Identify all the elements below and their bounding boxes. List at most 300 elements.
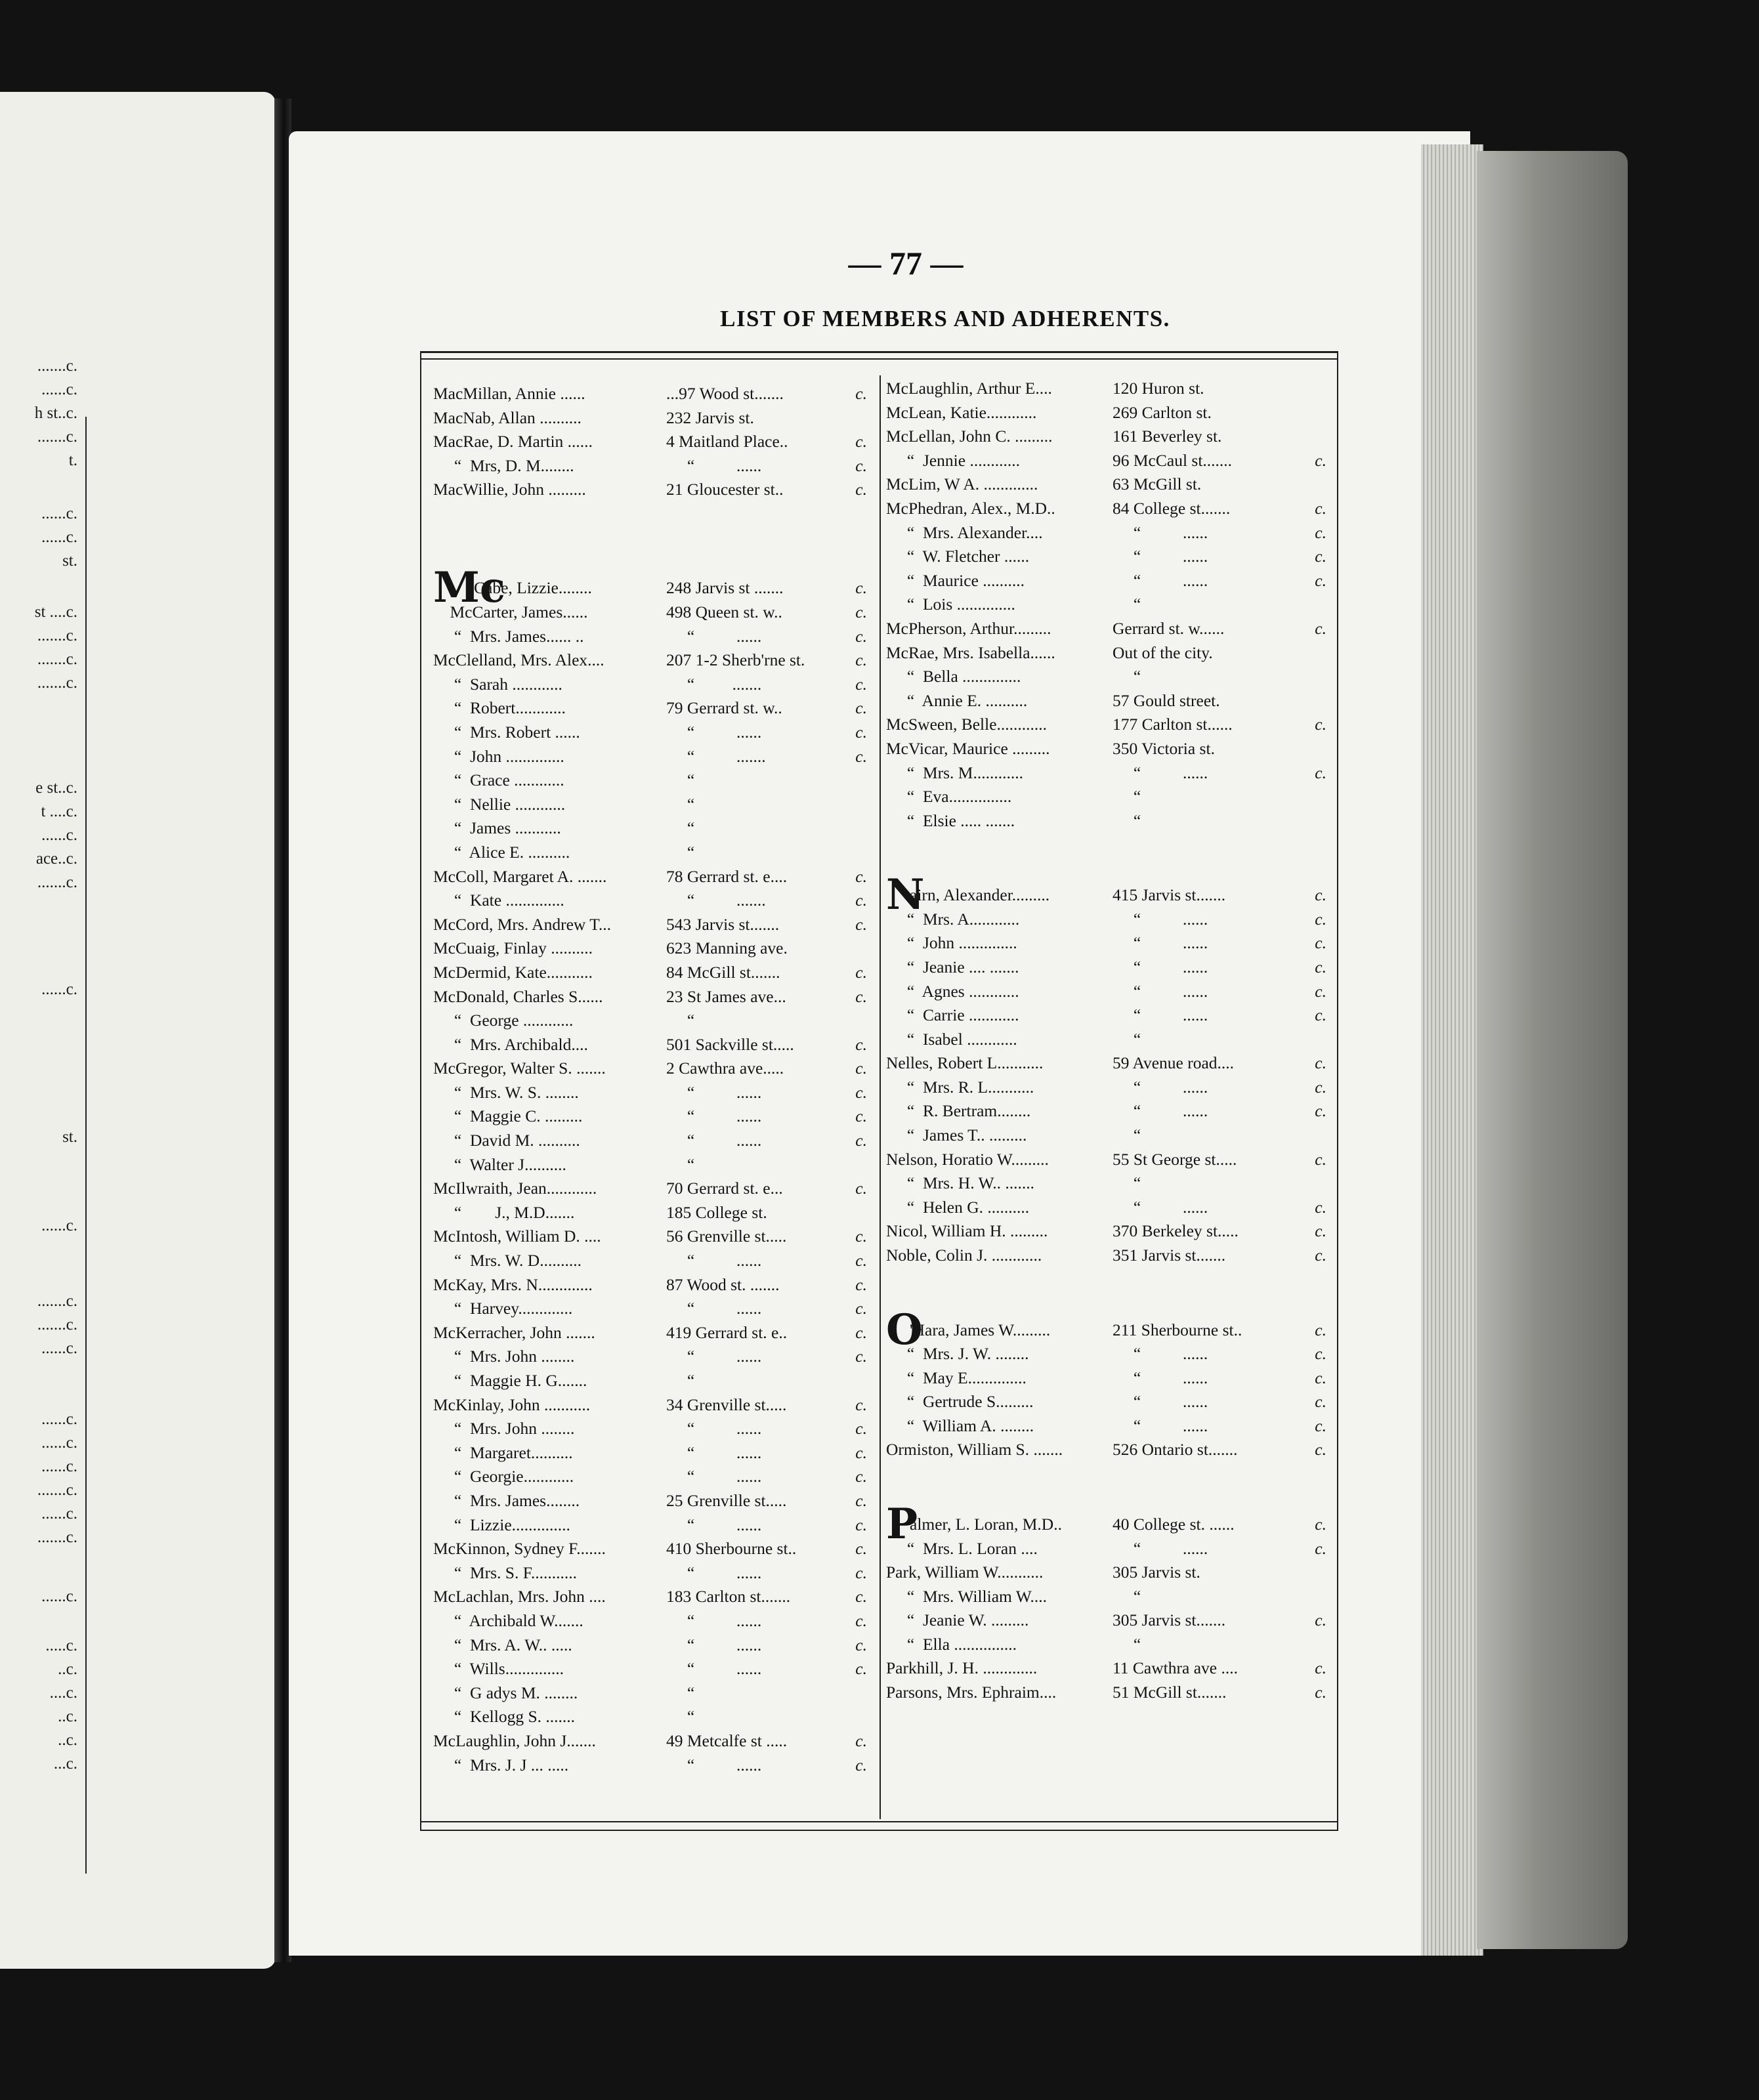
- member-address: “: [666, 1011, 695, 1030]
- member-entry: [886, 1219, 1329, 1244]
- member-name: MacMillan, Annie ......: [433, 384, 589, 403]
- member-name: “ Lois ..............: [886, 595, 1015, 614]
- member-address: 623 Manning ave.: [666, 938, 788, 958]
- member-entry: [886, 1003, 1329, 1028]
- communicant-mark: c.: [855, 1442, 867, 1462]
- communicant-mark: c.: [855, 1131, 867, 1150]
- member-name: Parsons, Mrs. Ephraim....: [886, 1683, 1057, 1702]
- member-address: 410 Sherbourne st..: [666, 1539, 797, 1559]
- member-entry: [433, 673, 870, 697]
- member-address: “: [1113, 787, 1141, 807]
- communicant-mark: c.: [1315, 909, 1326, 929]
- member-name: “ Maurice ..........: [886, 570, 1025, 590]
- member-name: Parkhill, J. H. .............: [886, 1658, 1038, 1678]
- member-entry: [886, 980, 1329, 1004]
- member-address: 34 Grenville st.....: [666, 1395, 787, 1414]
- communicant-mark: c.: [855, 866, 867, 886]
- member-address: 350 Victoria st.: [1113, 738, 1215, 758]
- communicant-mark: c.: [1315, 981, 1326, 1001]
- left-page-fragment: ...c.: [53, 1755, 77, 1773]
- member-name: “ Mrs. Robert ......: [433, 722, 580, 742]
- member-name: “ Lizzie..............: [433, 1515, 570, 1534]
- member-entry: [433, 913, 870, 937]
- member-name: “ Jeanie W. .........: [886, 1610, 1029, 1630]
- member-name: McLachlan, Mrs. John ....: [433, 1587, 606, 1606]
- member-entry: [433, 1417, 870, 1441]
- communicant-mark: c.: [855, 1731, 867, 1750]
- section-initial: N: [886, 870, 925, 920]
- left-page-fragment: ..c.: [58, 1731, 77, 1749]
- member-address: “ ......: [1113, 763, 1208, 782]
- page-edges: [1421, 144, 1483, 1956]
- left-page-fragment: .......c.: [37, 650, 77, 668]
- left-page-fragment: ......c.: [41, 1587, 77, 1605]
- member-name: McLim, W A. .............: [886, 474, 1038, 494]
- member-name: McCord, Mrs. Andrew T...: [433, 914, 612, 934]
- member-entry: [886, 617, 1329, 641]
- member-name: “ May E..............: [886, 1368, 1027, 1387]
- member-entry: [433, 1609, 870, 1633]
- member-entry: [433, 1441, 870, 1465]
- member-address: 232 Jarvis st.: [666, 408, 754, 427]
- member-name: 'Hara, James W.........: [910, 1320, 1051, 1339]
- member-entry: [433, 985, 870, 1009]
- communicant-mark: c.: [1315, 1149, 1326, 1169]
- member-entry: [433, 1657, 870, 1681]
- member-entry: [886, 1390, 1329, 1414]
- left-page-fragment: .......c.: [37, 428, 77, 446]
- member-entry: [886, 665, 1329, 689]
- member-name: “ Mrs. A............: [886, 909, 1020, 929]
- member-name: Park, William W...........: [886, 1563, 1044, 1582]
- member-address: “ ......: [666, 455, 762, 475]
- communicant-mark: c.: [1315, 1610, 1326, 1630]
- member-entry: [886, 401, 1329, 425]
- member-address: “: [666, 818, 695, 838]
- page-number: — 77 —: [848, 245, 964, 282]
- member-entry: [886, 1438, 1329, 1462]
- left-page-fragment: .......c.: [37, 357, 77, 375]
- communicant-mark: c.: [1315, 1683, 1326, 1702]
- member-name: “ Maggie C. .........: [433, 1106, 583, 1126]
- left-page-fragment: ......c.: [41, 1410, 77, 1428]
- member-entry: [433, 1465, 870, 1489]
- member-entry: [433, 793, 870, 817]
- member-name: McPhedran, Alex., M.D..: [886, 498, 1055, 518]
- left-page-fragment: ..c.: [58, 1708, 77, 1725]
- communicant-mark: c.: [1315, 885, 1326, 905]
- member-address: 63 McGill st.: [1113, 474, 1202, 494]
- member-entry: [886, 497, 1329, 521]
- communicant-mark: c.: [1315, 1077, 1326, 1097]
- left-page-fragment: .......c.: [37, 873, 77, 891]
- member-address: 11 Cawthra ave ....: [1113, 1658, 1238, 1678]
- member-entry: [433, 1177, 870, 1201]
- member-address: “ ......: [1113, 1416, 1208, 1435]
- communicant-mark: c.: [1315, 450, 1326, 470]
- member-address: “: [666, 770, 695, 790]
- member-address: “: [666, 842, 695, 862]
- member-address: Gerrard st. w......: [1113, 618, 1225, 638]
- member-entry: [433, 1489, 870, 1513]
- left-page-fragment: ......c.: [41, 1217, 77, 1234]
- member-address: “ ......: [666, 1755, 762, 1774]
- member-entry: [433, 406, 870, 430]
- left-page-fragment: ..c.: [58, 1660, 77, 1678]
- member-name: “ Mrs. Alexander....: [886, 522, 1043, 542]
- member-address: “ ......: [1113, 522, 1208, 542]
- member-address: 23 St James ave...: [666, 986, 786, 1006]
- member-name: “ Georgie............: [433, 1467, 574, 1486]
- member-address: “ ......: [666, 1635, 762, 1654]
- member-name: “ Mrs. W. S. ........: [433, 1082, 579, 1102]
- left-page-fragment: ......c.: [41, 505, 77, 522]
- member-entry: [886, 908, 1329, 932]
- member-name: “ Nellie ............: [433, 794, 566, 814]
- member-entry: [433, 889, 870, 913]
- member-name: “ John ..............: [433, 746, 564, 766]
- member-address: “ .......: [666, 891, 766, 910]
- member-name: “ James ...........: [433, 818, 561, 838]
- member-address: “: [1113, 667, 1141, 686]
- communicant-mark: c.: [855, 1274, 867, 1294]
- left-page-fragment: .....c.: [45, 1637, 77, 1654]
- communicant-mark: c.: [1315, 957, 1326, 976]
- communicant-mark: c.: [855, 1419, 867, 1438]
- member-entry: [433, 1561, 870, 1586]
- member-address: 269 Carlton st.: [1113, 402, 1212, 422]
- communicant-mark: c.: [855, 1227, 867, 1246]
- member-name: McGregor, Walter S. .......: [433, 1059, 606, 1078]
- member-entry: [433, 1129, 870, 1153]
- member-name: McLellan, John C. .........: [886, 427, 1053, 446]
- member-name: McClelland, Mrs. Alex....: [433, 650, 604, 670]
- member-entry: [433, 625, 870, 649]
- left-page-fragment: h st..c.: [34, 404, 77, 422]
- member-name: Nelles, Robert L...........: [886, 1053, 1044, 1073]
- member-name: McKinlay, John ...........: [433, 1395, 591, 1414]
- communicant-mark: c.: [855, 1034, 867, 1054]
- member-address: 177 Carlton st......: [1113, 715, 1233, 734]
- communicant-mark: c.: [855, 1082, 867, 1102]
- communicant-mark: c.: [855, 1322, 867, 1342]
- communicant-mark: c.: [855, 1347, 867, 1366]
- column-divider: [880, 375, 881, 1819]
- member-entry: [433, 1057, 870, 1081]
- member-name: Noble, Colin J. ............: [886, 1246, 1042, 1265]
- member-address: “: [666, 1683, 695, 1702]
- member-name: “ Mrs. J. J ... .....: [433, 1755, 569, 1774]
- member-address: “ .......: [666, 674, 762, 694]
- member-name: McCuaig, Finlay ..........: [433, 938, 593, 958]
- member-entry: [886, 1633, 1329, 1657]
- communicant-mark: c.: [1315, 1320, 1326, 1339]
- communicant-mark: c.: [1315, 1658, 1326, 1678]
- communicant-mark: c.: [1315, 1053, 1326, 1073]
- communicant-mark: c.: [855, 1395, 867, 1414]
- left-page-fragment: ......c.: [41, 381, 77, 398]
- member-entry: [433, 1273, 870, 1297]
- left-page-fragment: ace..c.: [35, 850, 77, 868]
- left-page-fragment: ....c.: [49, 1684, 77, 1702]
- communicant-mark: c.: [855, 962, 867, 982]
- member-entry: [886, 1148, 1329, 1172]
- member-entry: [886, 1196, 1329, 1220]
- member-entry: [886, 689, 1329, 713]
- member-name: McLaughlin, John J.......: [433, 1731, 596, 1750]
- member-address: 70 Gerrard st. e...: [666, 1179, 783, 1198]
- member-name: “ John ..............: [886, 933, 1017, 953]
- member-name: McKinnon, Sydney F.......: [433, 1539, 606, 1559]
- member-entry: [886, 1656, 1329, 1681]
- member-entry: [886, 1414, 1329, 1438]
- member-name: airn, Alexander.........: [910, 885, 1050, 905]
- member-entry: [433, 768, 870, 793]
- member-name: Nicol, William H. .........: [886, 1221, 1048, 1241]
- communicant-mark: c.: [855, 626, 867, 646]
- communicant-mark: c.: [855, 1659, 867, 1679]
- member-address: 211 Sherbourne st..: [1113, 1320, 1242, 1339]
- member-address: “ ......: [666, 722, 762, 742]
- communicant-mark: c.: [1315, 1246, 1326, 1265]
- member-name: “ Annie E. ..........: [886, 690, 1028, 710]
- member-name: McCarter, James......: [433, 602, 588, 622]
- member-name: “ Harvey.............: [433, 1299, 573, 1318]
- communicant-mark: c.: [855, 1059, 867, 1078]
- left-page-fragment: st ....c.: [34, 603, 77, 621]
- member-address: 78 Gerrard st. e....: [666, 866, 788, 886]
- member-address: “ ......: [1113, 957, 1208, 976]
- member-address: 419 Gerrard st. e..: [666, 1322, 788, 1342]
- member-entry: [886, 1124, 1329, 1148]
- communicant-mark: c.: [855, 1539, 867, 1559]
- member-name: McRae, Mrs. Isabella......: [886, 642, 1055, 662]
- member-address: 40 College st. ......: [1113, 1514, 1235, 1534]
- member-address: “ ......: [1113, 1101, 1208, 1121]
- member-address: “ ......: [666, 1082, 762, 1102]
- member-address: “: [666, 1707, 695, 1727]
- member-name: McIlwraith, Jean............: [433, 1179, 597, 1198]
- member-address: “ ......: [666, 1299, 762, 1318]
- member-name: “ W. Fletcher ......: [886, 547, 1030, 566]
- member-name: McPherson, Arthur.........: [886, 618, 1051, 638]
- member-name: “ Mrs. H. W.. .......: [886, 1173, 1034, 1193]
- member-name: “ Mrs. L. Loran ....: [886, 1538, 1038, 1558]
- left-page-fragment: .......c.: [37, 627, 77, 644]
- communicant-mark: c.: [1315, 1440, 1326, 1460]
- member-address: “: [1113, 810, 1141, 830]
- communicant-mark: c.: [855, 1515, 867, 1534]
- communicant-mark: c.: [855, 432, 867, 452]
- member-name: “ William A. ........: [886, 1416, 1034, 1435]
- communicant-mark: c.: [1315, 1514, 1326, 1534]
- member-name: “ Maggie H. G.......: [433, 1371, 587, 1391]
- member-name: MacWillie, John .........: [433, 480, 586, 499]
- member-address: “ ......: [1113, 933, 1208, 953]
- member-entry: [886, 1608, 1329, 1633]
- book-cover-edge: [1477, 151, 1628, 1949]
- member-entry: [433, 600, 870, 625]
- member-name: “ Mrs. R. L...........: [886, 1077, 1034, 1097]
- member-entry: [433, 1081, 870, 1105]
- member-entry: [433, 721, 870, 745]
- member-name: “ Bella ..............: [886, 667, 1021, 686]
- member-entry: [886, 737, 1329, 761]
- communicant-mark: c.: [1315, 570, 1326, 590]
- communicant-mark: c.: [855, 1299, 867, 1318]
- communicant-mark: c.: [1315, 1197, 1326, 1217]
- member-name: “ Wills..............: [433, 1659, 564, 1679]
- member-address: “ ......: [1113, 1077, 1208, 1097]
- member-name: “ David M. ..........: [433, 1131, 580, 1150]
- communicant-mark: c.: [1315, 618, 1326, 638]
- member-address: 56 Grenville st.....: [666, 1227, 787, 1246]
- member-name: “ R. Bertram........: [886, 1101, 1031, 1121]
- communicant-mark: c.: [855, 1755, 867, 1774]
- left-page-fragment: ......c.: [41, 1339, 77, 1357]
- section-gap: [886, 833, 1329, 883]
- member-address: “ ......: [1113, 1538, 1208, 1558]
- member-address: “ ......: [1113, 1368, 1208, 1387]
- communicant-mark: c.: [855, 578, 867, 598]
- member-entry: [886, 1076, 1329, 1100]
- member-address: 185 College st.: [666, 1202, 767, 1222]
- member-address: 351 Jarvis st.......: [1113, 1246, 1226, 1265]
- member-name: “ Kellogg S. .......: [433, 1707, 576, 1727]
- left-page-fragment: t ....c.: [41, 803, 77, 820]
- section-initial: Mc: [433, 563, 505, 613]
- member-entry: [886, 425, 1329, 449]
- member-address: 84 College st.......: [1113, 498, 1231, 518]
- member-name: “ Eva...............: [886, 787, 1012, 807]
- left-page-fragment: ......c.: [41, 528, 77, 546]
- member-name: McIntosh, William D. ....: [433, 1227, 601, 1246]
- communicant-mark: c.: [855, 1106, 867, 1126]
- member-entry: [433, 454, 870, 478]
- member-entry: [433, 961, 870, 985]
- section-initial: O: [886, 1305, 923, 1354]
- member-address: 183 Carlton st.......: [666, 1587, 791, 1606]
- member-name: “ Margaret..........: [433, 1442, 573, 1462]
- communicant-mark: c.: [855, 1587, 867, 1606]
- member-address: “: [1113, 1634, 1141, 1654]
- communicant-mark: c.: [1315, 933, 1326, 953]
- member-entry: [433, 1393, 870, 1418]
- member-name: “ Kate ..............: [433, 891, 564, 910]
- member-address: 370 Berkeley st.....: [1113, 1221, 1239, 1241]
- member-entry: [433, 1705, 870, 1729]
- member-entry: [886, 1681, 1329, 1705]
- communicant-mark: c.: [1315, 763, 1326, 782]
- member-address: 79 Gerrard st. w..: [666, 698, 782, 718]
- communicant-mark: c.: [1315, 1101, 1326, 1121]
- member-name: McKerracher, John .......: [433, 1322, 595, 1342]
- left-page-fragment: .......c.: [37, 1292, 77, 1310]
- communicant-mark: c.: [855, 384, 867, 403]
- communicant-mark: c.: [855, 891, 867, 910]
- member-name: “ Grace ............: [433, 770, 564, 790]
- member-entry: [886, 809, 1329, 833]
- member-address: 305 Jarvis st.: [1113, 1563, 1200, 1582]
- left-page-fragment: ......c.: [41, 1505, 77, 1522]
- communicant-mark: c.: [855, 986, 867, 1006]
- left-facing-page: [0, 92, 276, 1969]
- member-address: 59 Avenue road....: [1113, 1053, 1235, 1073]
- section-initial: P: [886, 1499, 918, 1549]
- member-entry: [886, 1171, 1329, 1196]
- member-address: “ ......: [666, 1659, 762, 1679]
- member-entry: [433, 816, 870, 841]
- member-address: 415 Jarvis st.......: [1113, 885, 1226, 905]
- communicant-mark: c.: [855, 1251, 867, 1270]
- member-entry: [433, 1369, 870, 1393]
- communicant-mark: c.: [1315, 1416, 1326, 1435]
- member-name: “ Gertrude S.........: [886, 1392, 1034, 1412]
- member-address: “ ......: [666, 1347, 762, 1366]
- member-name: “ Mrs. William W....: [886, 1586, 1048, 1606]
- member-address: “ ......: [666, 1467, 762, 1486]
- member-address: 501 Sackville st.....: [666, 1034, 794, 1054]
- communicant-mark: c.: [855, 1610, 867, 1630]
- member-name: “ Mrs. John ........: [433, 1347, 575, 1366]
- member-name: “ Mrs. S. F...........: [433, 1563, 577, 1582]
- member-address: “ ......: [666, 1442, 762, 1462]
- member-name: “ Mrs. W. D..........: [433, 1251, 582, 1270]
- member-name: “ Mrs. John ........: [433, 1419, 575, 1438]
- member-address: 51 McGill st.......: [1113, 1683, 1227, 1702]
- member-address: “ ......: [666, 1515, 762, 1534]
- member-entry: [433, 430, 870, 454]
- member-entry: [433, 1033, 870, 1057]
- communicant-mark: c.: [855, 674, 867, 694]
- member-address: 2 Cawthra ave.....: [666, 1059, 784, 1078]
- member-address: ...97 Wood st.......: [666, 384, 784, 403]
- member-address: “ ......: [666, 1419, 762, 1438]
- member-entry: [886, 1585, 1329, 1609]
- member-entry: [886, 1051, 1329, 1076]
- member-address: “: [1113, 595, 1141, 614]
- members-column-right: [886, 377, 1329, 1705]
- communicant-mark: c.: [855, 746, 867, 766]
- left-page-fragment: ......c.: [41, 1434, 77, 1452]
- member-entry: [433, 745, 870, 769]
- member-name: “ Alice E. ..........: [433, 842, 570, 862]
- member-entry: [886, 377, 1329, 401]
- member-address: 96 McCaul st.......: [1113, 450, 1233, 470]
- left-page-fragment: e st..c.: [35, 779, 77, 797]
- member-entry: [433, 1537, 870, 1561]
- member-entry: [433, 382, 870, 406]
- communicant-mark: c.: [1315, 1221, 1326, 1241]
- communicant-mark: c.: [855, 650, 867, 670]
- section-gap: [886, 1462, 1329, 1513]
- member-entry: [886, 545, 1329, 569]
- member-name: McDonald, Charles S......: [433, 986, 603, 1006]
- member-name: “ Carrie ............: [886, 1005, 1019, 1025]
- communicant-mark: c.: [855, 1563, 867, 1582]
- member-entry: [433, 696, 870, 721]
- member-name: McColl, Margaret A. .......: [433, 866, 607, 886]
- frame-top-double-rule: [420, 358, 1338, 360]
- member-address: Out of the city.: [1113, 642, 1213, 662]
- communicant-mark: c.: [855, 914, 867, 934]
- member-entry: [886, 641, 1329, 665]
- member-name: McDermid, Kate...........: [433, 962, 593, 982]
- member-address: “ ......: [1113, 1392, 1208, 1412]
- member-name: “ Helen G. ..........: [886, 1197, 1030, 1217]
- left-page-fragment: ......c.: [41, 980, 77, 998]
- member-address: “ ......: [1113, 570, 1208, 590]
